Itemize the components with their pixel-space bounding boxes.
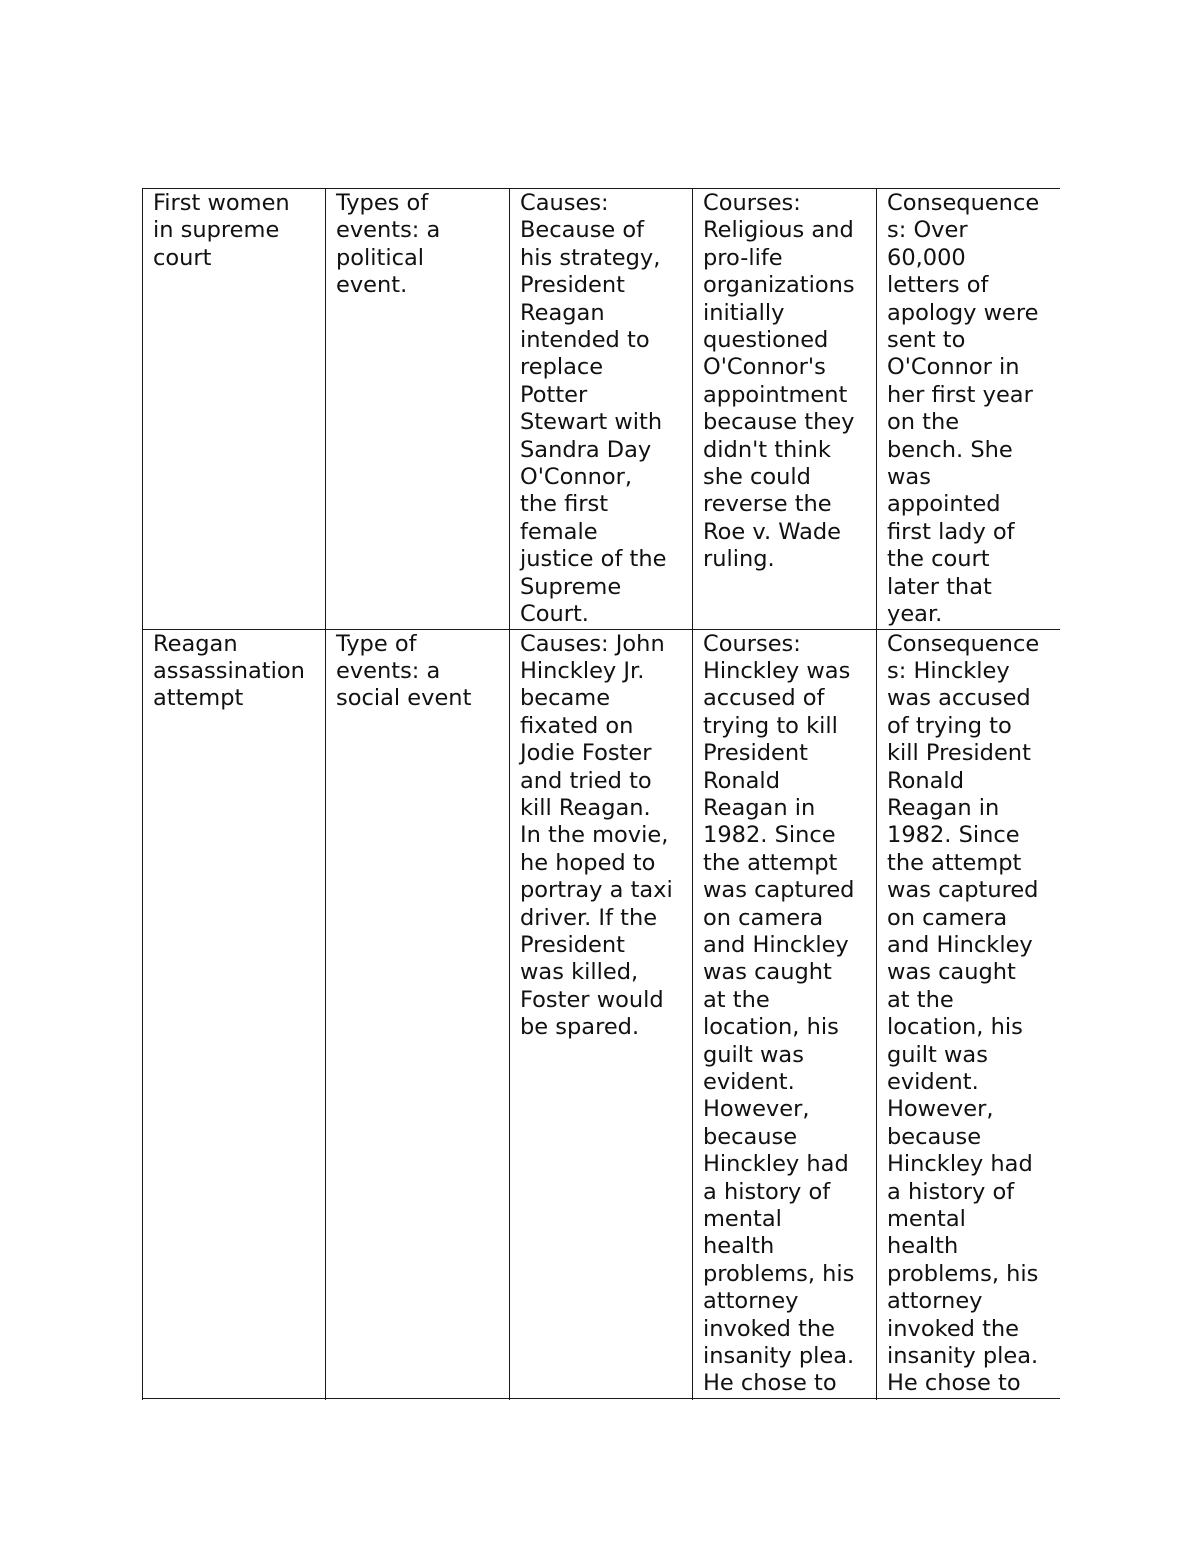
- causes-text: Causes: Because of his strategy, President Reagan intended to replace Potter Stewart with Sandra Day O'Connor, the first female justice of the Supreme Court.: [520, 190, 667, 628]
- event-type-text: Type of events: a social event: [336, 630, 472, 712]
- causes-cell: [510, 189, 693, 630]
- table-row: [143, 629, 1061, 1400]
- event-name-cell: [143, 189, 326, 630]
- causes-cell: [510, 629, 693, 1400]
- consequences-text: Consequence s: Over 60,000 letters of apology were sent to O'Connor in her first year on the bench. She was appointed first lady of the court later that year.: [887, 190, 1040, 628]
- courses-text: Courses: Hinckley was accused of trying to kill President Ronald Reagan in 1982. Since the attempt was captured on camera and Hinckley was caught at the location, his guilt was evident. However, because Hinckley had a history of mental health problems, his attorney invoked the insanity plea. He chose to: [703, 630, 855, 1397]
- event-name-text: Reagan assassination attempt: [153, 630, 305, 712]
- consequences-text: Consequence s: Hinckley was accused of trying to kill President Ronald Reagan in 1982. Since the attempt was captured on camera and Hinckley was caught at the location, his guilt was evident. However, because Hinckley had a history of mental health problems, his attorney invoked the insanity plea. He chose to: [887, 630, 1040, 1397]
- courses-text: Courses: Religious and pro-life organizations initially questioned O'Connor's appointment because they didn't think she could reverse the Roe v. Wade ruling.: [703, 190, 855, 573]
- event-name-text: First women in supreme court: [153, 190, 290, 271]
- events-table-container: [142, 188, 1060, 1400]
- event-name-cell: [143, 629, 326, 1400]
- causes-text: Causes: John Hinckley Jr. became fixated on Jodie Foster and tried to kill Reagan. In the movie, he hoped to portray a taxi driver. If the President was killed, Foster would be spared.: [520, 630, 673, 1041]
- event-type-text: Types of events: a political event.: [336, 190, 441, 299]
- table-row: [143, 189, 1061, 630]
- events-table: [142, 188, 1060, 1400]
- consequences-cell: [877, 629, 1061, 1400]
- event-type-cell: [326, 189, 510, 630]
- table-bottom-border: [142, 1398, 1060, 1399]
- courses-cell: [693, 629, 877, 1400]
- courses-cell: [693, 189, 877, 630]
- consequences-cell: [877, 189, 1061, 630]
- event-type-cell: [326, 629, 510, 1400]
